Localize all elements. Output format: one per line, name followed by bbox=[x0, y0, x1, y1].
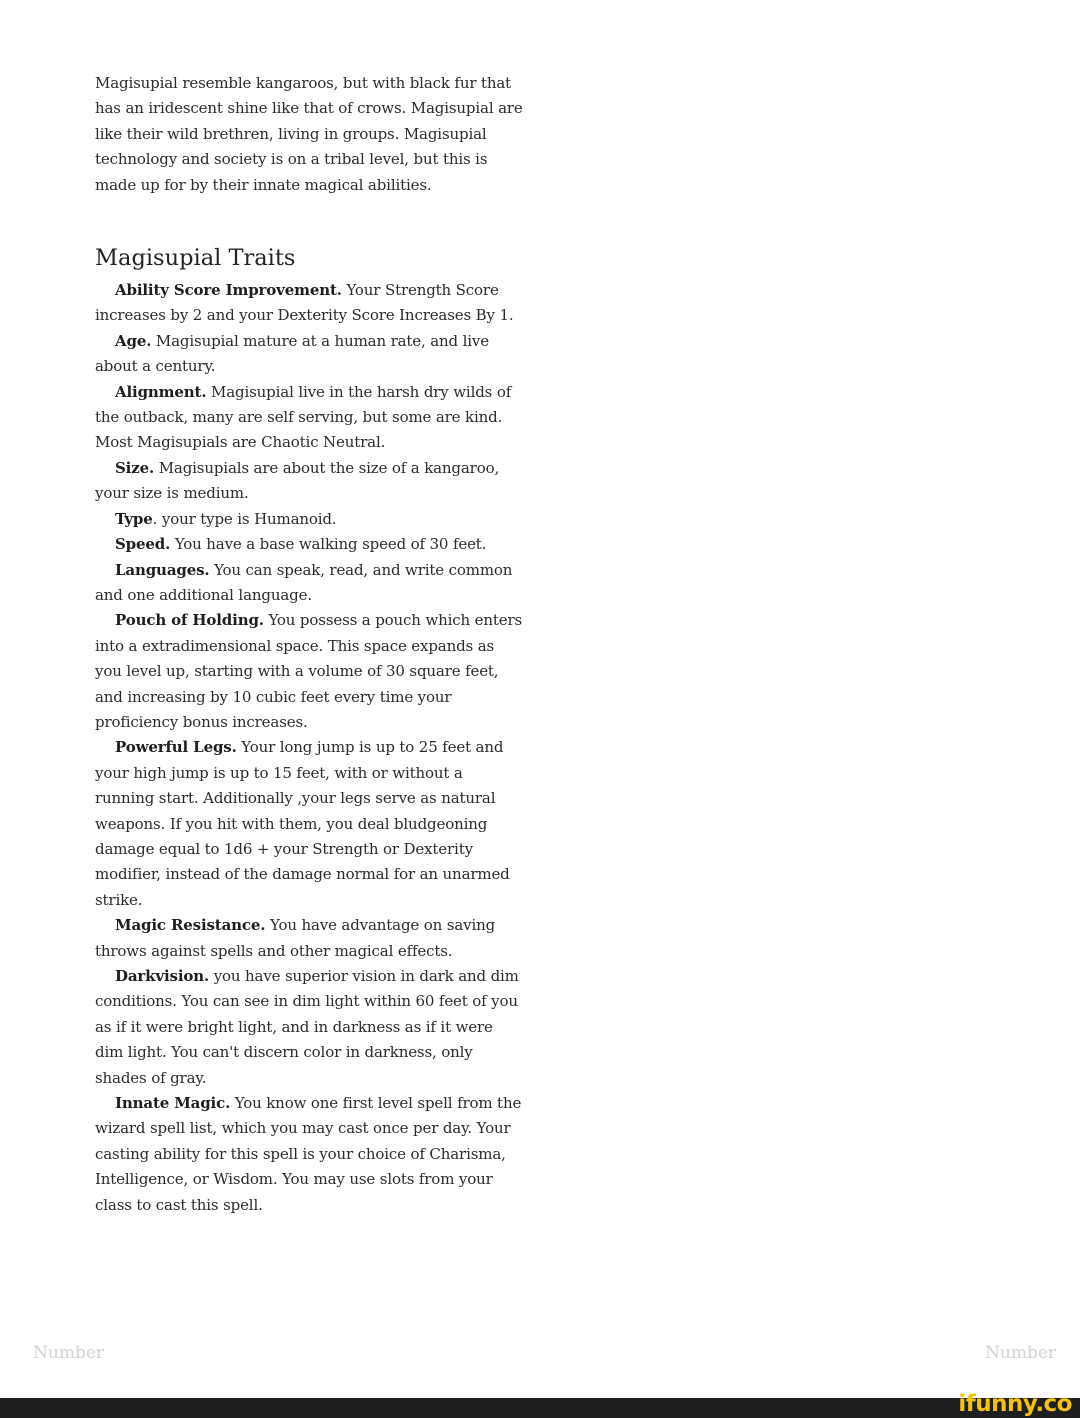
intro-paragraph: Magisupial resemble kangaroos, but with black fur that has an iridescent shine like that of crows. Magisupial are like their wild brethren, living in groups. Magisupial technology and society is on a tribal level, but this is made up for by their innate magical abilities. bbox=[95, 74, 523, 194]
trait-text: Magisupial live in the harsh dry wilds of the outback, many are self serving, but some are kind. Most Magisupials are Chaotic Neutral. bbox=[95, 382, 512, 452]
trait-text: You have advantage on saving throws against spells and other magical effects. bbox=[95, 916, 496, 960]
trait-text: You possess a pouch which enters into a extradimensional space. This space expands as you level up, starting with a volume of 30 square feet, and increasing by 10 cubic feet every time your proficiency bonus increases. bbox=[95, 611, 523, 731]
trait-name: Pouch of Holding. bbox=[115, 611, 264, 630]
trait-text: You have a base walking speed of 30 feet. bbox=[170, 535, 487, 554]
trait-name: Age. bbox=[115, 331, 152, 350]
trait-name: Alignment. bbox=[115, 382, 207, 401]
trait-name: Darkvision. bbox=[115, 967, 210, 985]
trait-powerful-legs bbox=[95, 735, 525, 913]
trait-text: Your Strength Score increases by 2 and your Dexterity Score Increases By 1. bbox=[95, 281, 514, 325]
trait-text: Your long jump is up to 25 feet and your high jump is up to 15 feet, with or without a running start. Additionally ,your legs serve as natural weapons. If you hit with them, you deal bludgeoning damage equal to 1d6 + your Strength or Dexterity modifier, instead of the damage normal for an unarmed strike. bbox=[95, 738, 510, 909]
trait-languages bbox=[95, 558, 525, 609]
trait-innate-magic bbox=[95, 1091, 525, 1218]
trait-magic-resistance bbox=[95, 913, 525, 964]
trait-name: Speed. bbox=[115, 535, 171, 554]
trait-ability-score bbox=[95, 278, 525, 329]
trait-age bbox=[95, 329, 525, 380]
trait-text: Magisupials are about the size of a kangaroo, your size is medium. bbox=[95, 458, 500, 503]
trait-name: Innate Magic. bbox=[115, 1094, 231, 1113]
section-heading: Magisupial Traits bbox=[95, 245, 296, 272]
trait-text: . your type is Humanoid. bbox=[152, 509, 337, 528]
trait-name: Magic Resistance. bbox=[115, 916, 266, 935]
document-column bbox=[95, 71, 525, 1218]
trait-pouch-of-holding bbox=[95, 608, 525, 735]
trait-alignment bbox=[95, 380, 525, 456]
trait-name: Languages. bbox=[115, 560, 210, 579]
watermark-bar bbox=[0, 1398, 1080, 1418]
ifunny-watermark-logo: ifunny.co bbox=[958, 1391, 1072, 1417]
trait-name: Powerful Legs. bbox=[115, 738, 237, 757]
trait-text: You know one first level spell from the wizard spell list, which you may cast once per day. Your casting ability for this spell is your choice of Charisma, Intelligence, or Wisdom. You may use slots from your class to cast this spell. bbox=[95, 1094, 522, 1214]
trait-speed bbox=[95, 532, 525, 557]
trait-name: Size. bbox=[115, 458, 155, 477]
trait-text: you have superior vision in dark and dim conditions. You can see in dim light within 60 feet of you as if it were bright light, and in darkness as if it were dim light. You can't discern color in darkness, only shades of gray. bbox=[95, 967, 519, 1087]
trait-size bbox=[95, 456, 525, 507]
page-number-right: Number bbox=[985, 1343, 1057, 1363]
trait-name: Type bbox=[115, 509, 153, 528]
trait-text: You can speak, read, and write common and one additional language. bbox=[95, 560, 513, 604]
trait-type bbox=[95, 507, 525, 532]
page-number-left: Number bbox=[33, 1343, 105, 1363]
trait-name: Ability Score Improvement. bbox=[115, 281, 342, 300]
trait-darkvision bbox=[95, 964, 525, 1091]
trait-text: Magisupial mature at a human rate, and live about a century. bbox=[95, 331, 489, 376]
